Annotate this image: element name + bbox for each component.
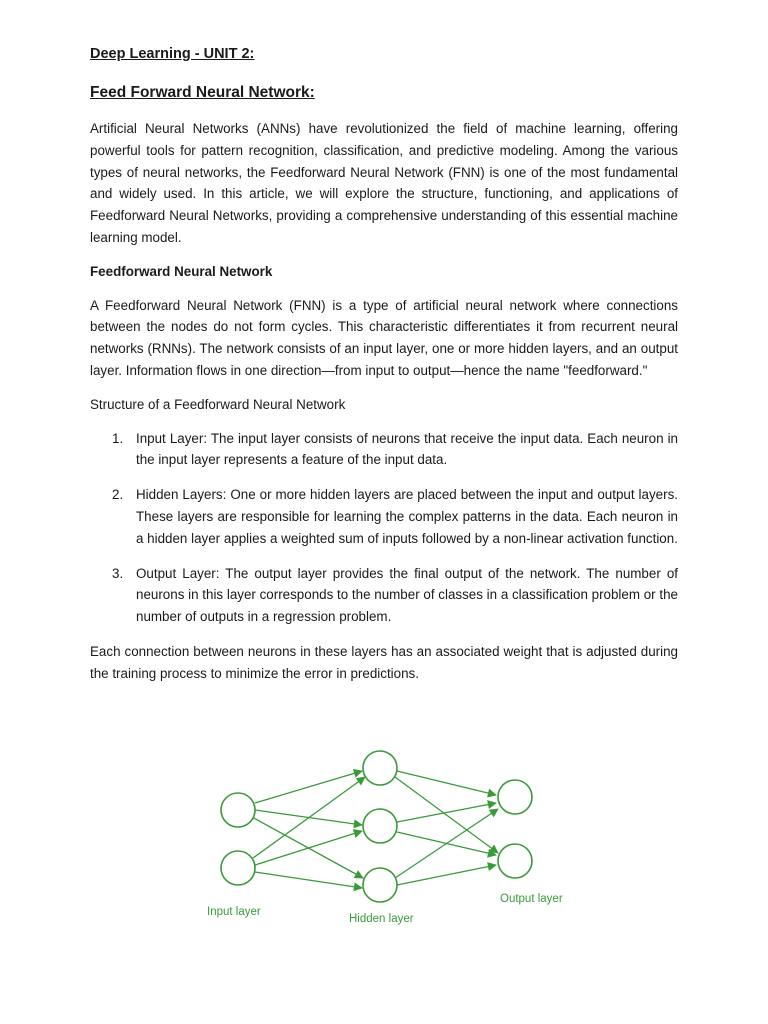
connection-arrow bbox=[397, 803, 496, 822]
output-neuron bbox=[498, 780, 532, 814]
section-heading: Feedforward Neural Network bbox=[90, 263, 273, 279]
input-neuron bbox=[221, 851, 255, 885]
hidden-neuron bbox=[363, 868, 397, 902]
hidden-layer-label: Hidden layer bbox=[349, 913, 414, 925]
network-svg bbox=[200, 745, 580, 935]
list-item-text: Output Layer: The output layer provides the final output of the network. The number of neurons in this layer corresponds to the number of classes in a classification problem or the number of outputs in a regression problem. bbox=[136, 565, 678, 625]
connection-arrow bbox=[255, 872, 362, 888]
input-layer-label: Input layer bbox=[207, 906, 261, 918]
list-item bbox=[90, 484, 678, 549]
list-item-number: 3. bbox=[112, 565, 124, 581]
list-item bbox=[90, 563, 678, 628]
structure-list bbox=[90, 428, 678, 628]
connection-arrow bbox=[395, 777, 498, 853]
list-item-text: Hidden Layers: One or more hidden layers are placed between the input and output layers. These layers are responsible for learning the complex patterns in the data. Each neuron in a hidden layer applies a weighted sum of inputs followed by a non-linear activation function. bbox=[136, 487, 678, 546]
definition-paragraph: A Feedforward Neural Network (FNN) is a type of artificial neural network where connections between the nodes do not form cycles. This characteristic differentiates it from recurrent neural networks (RNNs). The network consists of an input layer, one or more hidden layers, and an output layer. Information flows in one direction—from input to output—hence the name "feedforward." bbox=[90, 297, 678, 378]
input-neuron bbox=[221, 793, 255, 827]
connection-arrow bbox=[397, 771, 496, 795]
list-item-number: 2. bbox=[112, 487, 124, 503]
page-title: Feed Forward Neural Network: bbox=[90, 84, 315, 101]
structure-heading: Structure of a Feedforward Neural Network bbox=[90, 396, 346, 412]
connection-arrow bbox=[252, 817, 363, 878]
connection-arrow bbox=[255, 831, 362, 865]
list-item bbox=[90, 428, 678, 472]
intro-paragraph: Artificial Neural Networks (ANNs) have revolutionized the field of machine learning, offering powerful tools for pattern recognition, classification, and predictive modeling. Among the various types of neural networks, the Feedforward Neural Network (FNN) is one of the most fundamental and widely used. In this article, we will explore the structure, functioning, and applications of Feedforward Neural Networks, providing a comprehensive understanding of this essential machine learning model. bbox=[90, 121, 678, 245]
hidden-neuron bbox=[363, 751, 397, 785]
document-body bbox=[90, 44, 678, 697]
output-neuron bbox=[498, 844, 532, 878]
neurons bbox=[221, 751, 532, 902]
list-item-text: Input Layer: The input layer consists of neurons that receive the input data. Each neuron in the input layer represents a feature of the input data. bbox=[136, 430, 678, 468]
unit-title: Deep Learning - UNIT 2: bbox=[90, 46, 255, 62]
connection-arrow bbox=[255, 771, 362, 803]
output-layer-label: Output layer bbox=[500, 893, 563, 905]
neural-network-diagram bbox=[200, 745, 580, 935]
connection-arrow bbox=[397, 865, 496, 885]
closing-paragraph: Each connection between neurons in these layers has an associated weight that is adjusted during the training process to minimize the error in predictions. bbox=[90, 643, 678, 681]
list-item-number: 1. bbox=[112, 430, 124, 446]
hidden-neuron bbox=[363, 809, 397, 843]
connection-arrow bbox=[253, 777, 365, 858]
